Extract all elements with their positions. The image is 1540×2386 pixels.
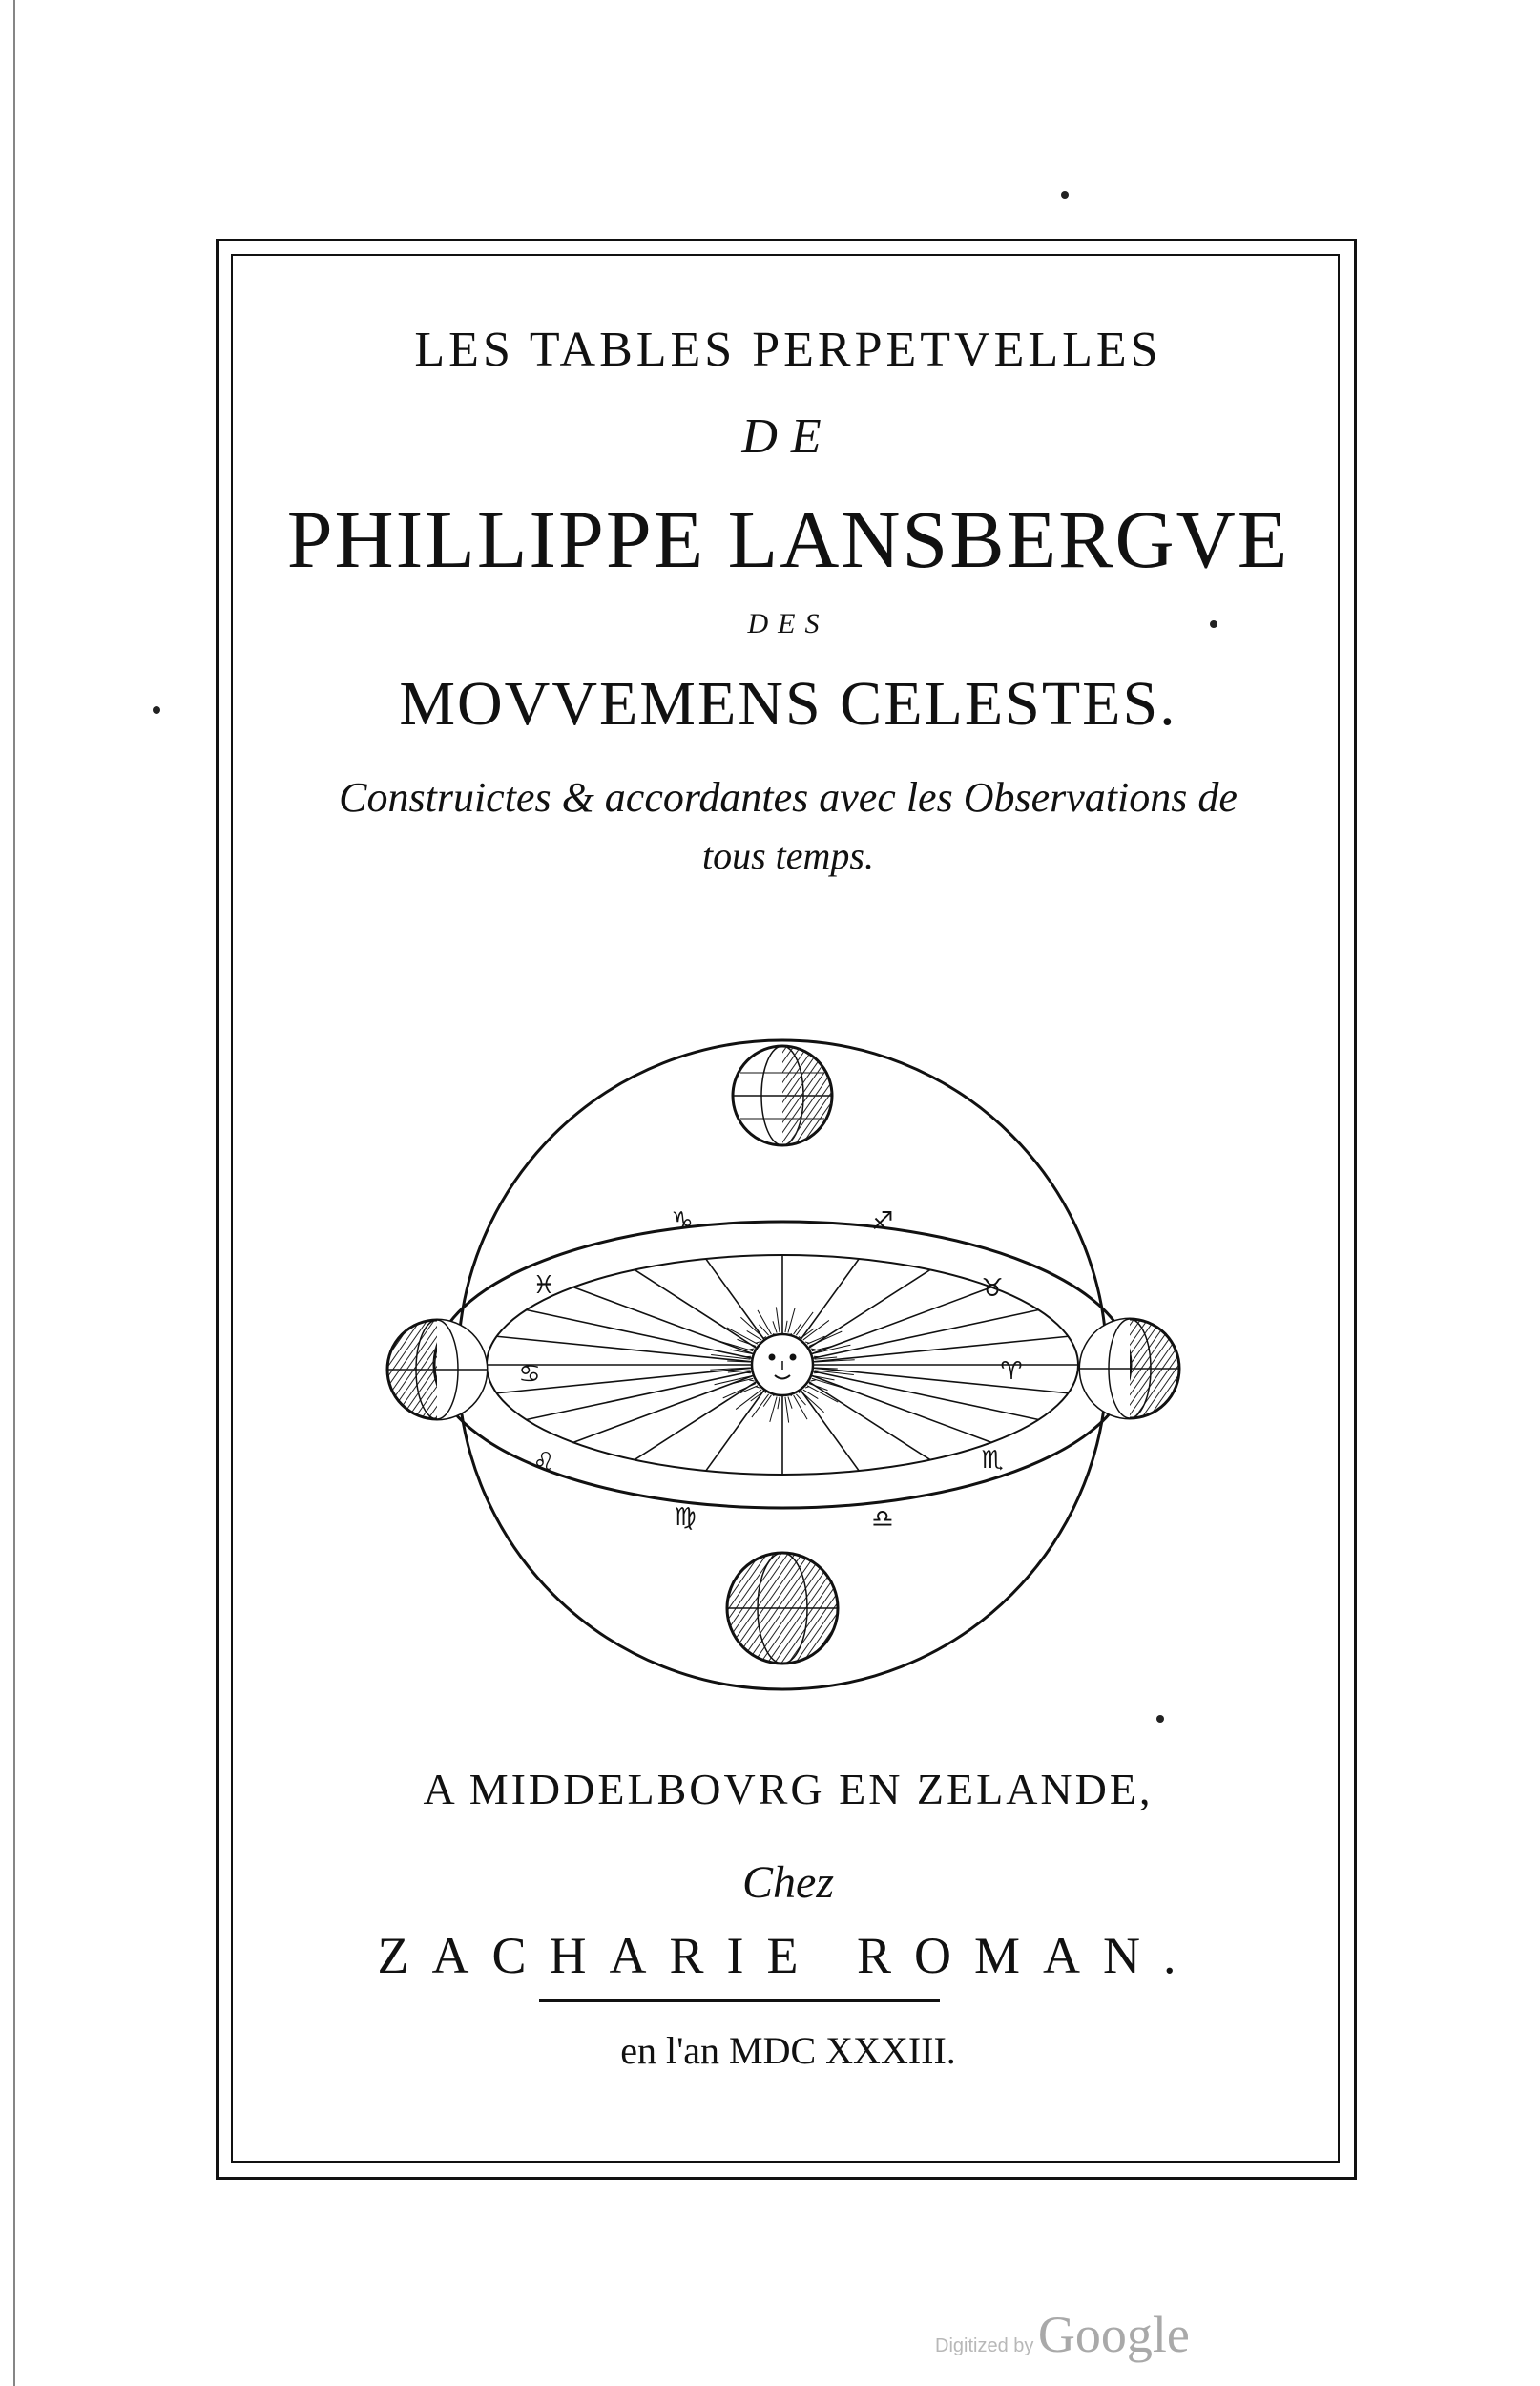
earth-globe-right [1080, 1319, 1179, 1418]
printer-name: ZACHARIE ROMAN. [377, 1927, 1199, 1984]
title-line-1: LES TABLES PERPETVELLES [414, 323, 1162, 377]
title-line-4: DES [747, 608, 829, 639]
sun-ray [809, 1384, 828, 1391]
zodiac-sign-3: ♐ [871, 1207, 894, 1236]
sun-ray [810, 1349, 815, 1350]
digitized-watermark [935, 2305, 1190, 2364]
sun-ray [788, 1308, 795, 1332]
sun-ray [814, 1356, 820, 1357]
author-name: PHILLIPPE LANSBERGVE [286, 493, 1290, 585]
sun-ray [749, 1380, 754, 1381]
sun-ray [778, 1397, 780, 1409]
zodiac-sign-8: ♏ [981, 1446, 1004, 1475]
title-line-5: MOVVEMENS CELESTES. [399, 669, 1177, 739]
page-edge [13, 0, 15, 2386]
zodiac-sign-1: ♓ [532, 1271, 555, 1300]
imprint-chez: Chez [742, 1857, 834, 1908]
zodiac-sign-10: ♉ [981, 1274, 1004, 1303]
sun-ray [737, 1339, 756, 1346]
sun-ray [785, 1321, 787, 1332]
zodiac-sign-2: ♑ [671, 1207, 694, 1236]
earth-globe-bottom [727, 1553, 838, 1664]
divider-rule [539, 1999, 940, 2002]
ink-speck [153, 706, 160, 714]
sun-ray [749, 1349, 754, 1350]
title-line-2: DE [741, 409, 835, 464]
zodiac-divider-line [527, 1365, 782, 1420]
zodiac-sign-5: ♌ [532, 1448, 555, 1476]
zodiac-sign-9: ♈ [1000, 1357, 1023, 1386]
ink-speck [1061, 191, 1069, 199]
earth-globe-top [733, 1046, 832, 1145]
sun-ray [773, 1321, 777, 1332]
zodiac-sign-7: ♎ [871, 1505, 894, 1534]
imprint-date: en l'an MDC XXXIII. [620, 2029, 956, 2072]
subtitle-line-2: tous temps. [702, 834, 874, 877]
subtitle-line-1: Construictes & accordantes avec les Observations de [339, 774, 1238, 821]
sun-ray [810, 1380, 815, 1381]
sun-ray [788, 1396, 792, 1408]
watermark-brand: Google [1037, 2306, 1190, 2363]
zodiac-divider-line [527, 1310, 782, 1366]
sun-ray [796, 1312, 813, 1335]
sun-ray [763, 1395, 771, 1407]
zodiac-sign-6: ♍ [674, 1503, 697, 1532]
watermark-prefix: Digitized by [935, 2335, 1034, 2356]
earth-globe-left [387, 1320, 487, 1419]
sun-ray [805, 1387, 809, 1388]
sun-ray [776, 1307, 780, 1332]
sun-ray [740, 1317, 763, 1338]
sun-ray [745, 1356, 751, 1357]
sun-ray [745, 1372, 751, 1373]
sun-ray [785, 1397, 789, 1423]
sun-ray [801, 1392, 824, 1413]
sun-ray [752, 1394, 769, 1417]
sun-ray [794, 1323, 801, 1334]
heliocentric-orbit-illustration [363, 993, 1202, 1718]
sun-ray [756, 1342, 760, 1343]
sun-ray [814, 1372, 820, 1373]
zodiac-sign-4: ♋ [518, 1360, 541, 1389]
sun-ray [770, 1396, 777, 1421]
imprint-place: A MIDDELBOVRG EN ZELANDE, [423, 1765, 1154, 1813]
sun-face-icon [752, 1334, 813, 1395]
